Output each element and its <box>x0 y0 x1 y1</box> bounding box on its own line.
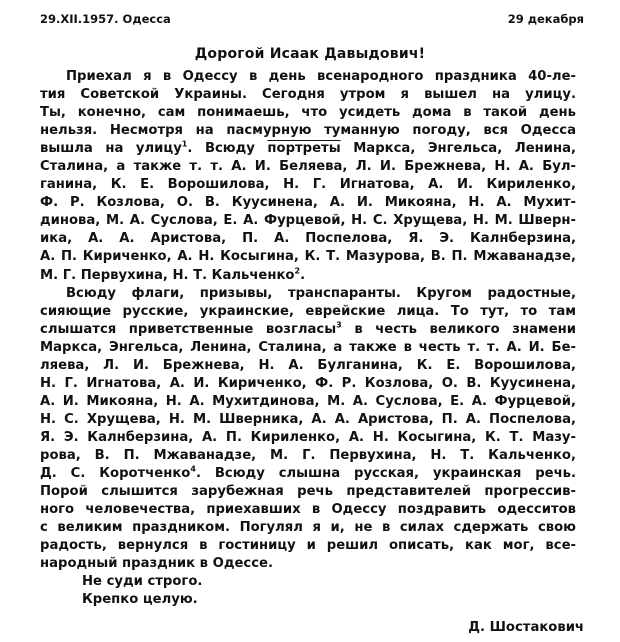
p2-line-9: Я. Э. Калнберзина, А. П. Кириленко, А. Н. Косыгина, К. Т. Мазу- <box>40 429 576 445</box>
p2-line-11-rest: Всюду слышна русская, украинская речь. <box>214 466 576 482</box>
p2-line-1: Всюду флаги, призывы, транспаранты. Кругом радостные, <box>66 285 576 301</box>
p1-line-12 <box>40 267 576 285</box>
closing-line-2: Крепко целую. <box>82 592 198 608</box>
p2-line-3-text: слышатся приветственные возгласы <box>40 321 337 337</box>
closing-line-1: Не суди строго. <box>82 574 203 590</box>
footnote-mark-2: 2 <box>294 266 301 276</box>
p2-line-10: рова, В. П. Мжаванадзе, М. Г. Первухина, Н. Т. Кальченко, <box>40 447 576 463</box>
salutation: Дорогой Исаак Давыдович! <box>194 46 426 62</box>
date-place: 29.XII.1957. Одесса <box>40 12 171 26</box>
date-right: 29 декабря <box>507 12 584 26</box>
p1-line-9: динова, М. А. Суслова, Е. А. Фурцевой, Н. С. Хрущева, Н. М. Шверн- <box>40 213 576 229</box>
p2-line-6: Н. Г. Игнатова, А. И. Кириченко, Ф. Р. Козлова, О. В. Куусинена, <box>40 375 576 391</box>
p2-line-5: ляева, Л. И. Брежнева, Н. А. Булганина, К. Е. Ворошилова, <box>40 357 576 373</box>
p2-line-12: Порой слышится зарубежная речь представителей прогрессив- <box>40 484 576 500</box>
p2-line-3 <box>40 321 576 339</box>
letter-header <box>40 12 584 28</box>
p1-line-1: Приехал я в Одессу в день всенародного праздника 40-ле- <box>66 69 576 84</box>
p2-line-2: сияющие русские, украинские, еврейские лица. То тут, то там <box>40 303 576 319</box>
p1-line-8: Ф. Р. Козлова, О. В. Куусинена, А. И. Микояна, Н. А. Мухит- <box>40 195 576 211</box>
footnote-mark-4: 4 <box>190 464 196 474</box>
p2-line-3-rest: в честь великого знамени <box>354 321 577 337</box>
p1-line-11: А. П. Кириченко, А. Н. Косыгина, К. Т. Мазурова, В. П. Мжаванадзе, <box>40 249 576 265</box>
p1-line-6: Сталина, а также т. т. А. И. Беляева, Л. И. Брежнева, Н. А. Бул- <box>40 159 576 175</box>
p2-line-11-text: Д. С. Коротченко <box>40 466 191 482</box>
footnote-mark-1: 1 <box>181 139 188 149</box>
p1-line-5-text: вышла на улицу <box>40 141 182 157</box>
p1-line-2: тия Советской Украины. Сегодня утром я вышел на улицу. <box>40 87 576 103</box>
p1-line-10: ика, А. А. Аристова, П. А. Поспелова, Я. Э. Калнберзина, <box>40 231 576 247</box>
p2-line-16: народный праздник в Одессе. <box>40 556 274 572</box>
p2-line-7: А. И. Микояна, Н. А. Мухитдинова, М. А. Суслова, Е. А. Фурцевой, <box>40 393 576 409</box>
p2-line-13: ного человечества, приехавших в Одессу поздравить одесситов <box>40 502 576 518</box>
p2-line-8: Н. С. Хрущева, Н. М. Шверника, А. А. Аристова, П. А. Поспелова, <box>40 411 576 427</box>
p1-period: . <box>300 267 306 283</box>
letter-body <box>40 68 576 609</box>
p1-line-3: Ты, конечно, сам понимаешь, что усидеть дома в такой день <box>40 105 576 121</box>
p1-line-5-word-c: Маркса, Энгельса, Ленина, <box>353 141 577 157</box>
p1-line-4: нельзя. Несмотря на пасмурную туманную погоду, вся Одесса <box>40 123 576 139</box>
footnote-mark-3: 3 <box>336 320 342 330</box>
p1-line-5-word-a: Всюду <box>204 141 255 157</box>
p1-line-5: вышла на улицу$^1$. Всюду портреты Маркса, Энгельса, Ленина, <box>40 139 577 157</box>
p1-line-5-word-b: портреты <box>267 141 341 157</box>
p2-line-4: Маркса, Энгельса, Ленина, Сталина, а также в честь т. т. А. И. Бе- <box>40 339 576 355</box>
signature: Д. Шостакович <box>468 620 584 635</box>
p1-line-7: ганина, К. Е. Ворошилова, Н. Г. Игнатова, А. И. Кириленко, <box>40 177 576 193</box>
p2-line-15: радость, вернулся в гостиницу и решил описать, как мог, все- <box>40 538 576 554</box>
p2-line-11: Д. С. Коротченко$^4$. Всюду слышна русская, украинская речь. <box>40 464 576 482</box>
p1-line-12-text: М. Г. Первухина, Н. Т. Кальченко <box>40 267 295 283</box>
p2-line-14: с великим праздником. Погулял я и, не в силах сдержать свою <box>40 520 576 536</box>
